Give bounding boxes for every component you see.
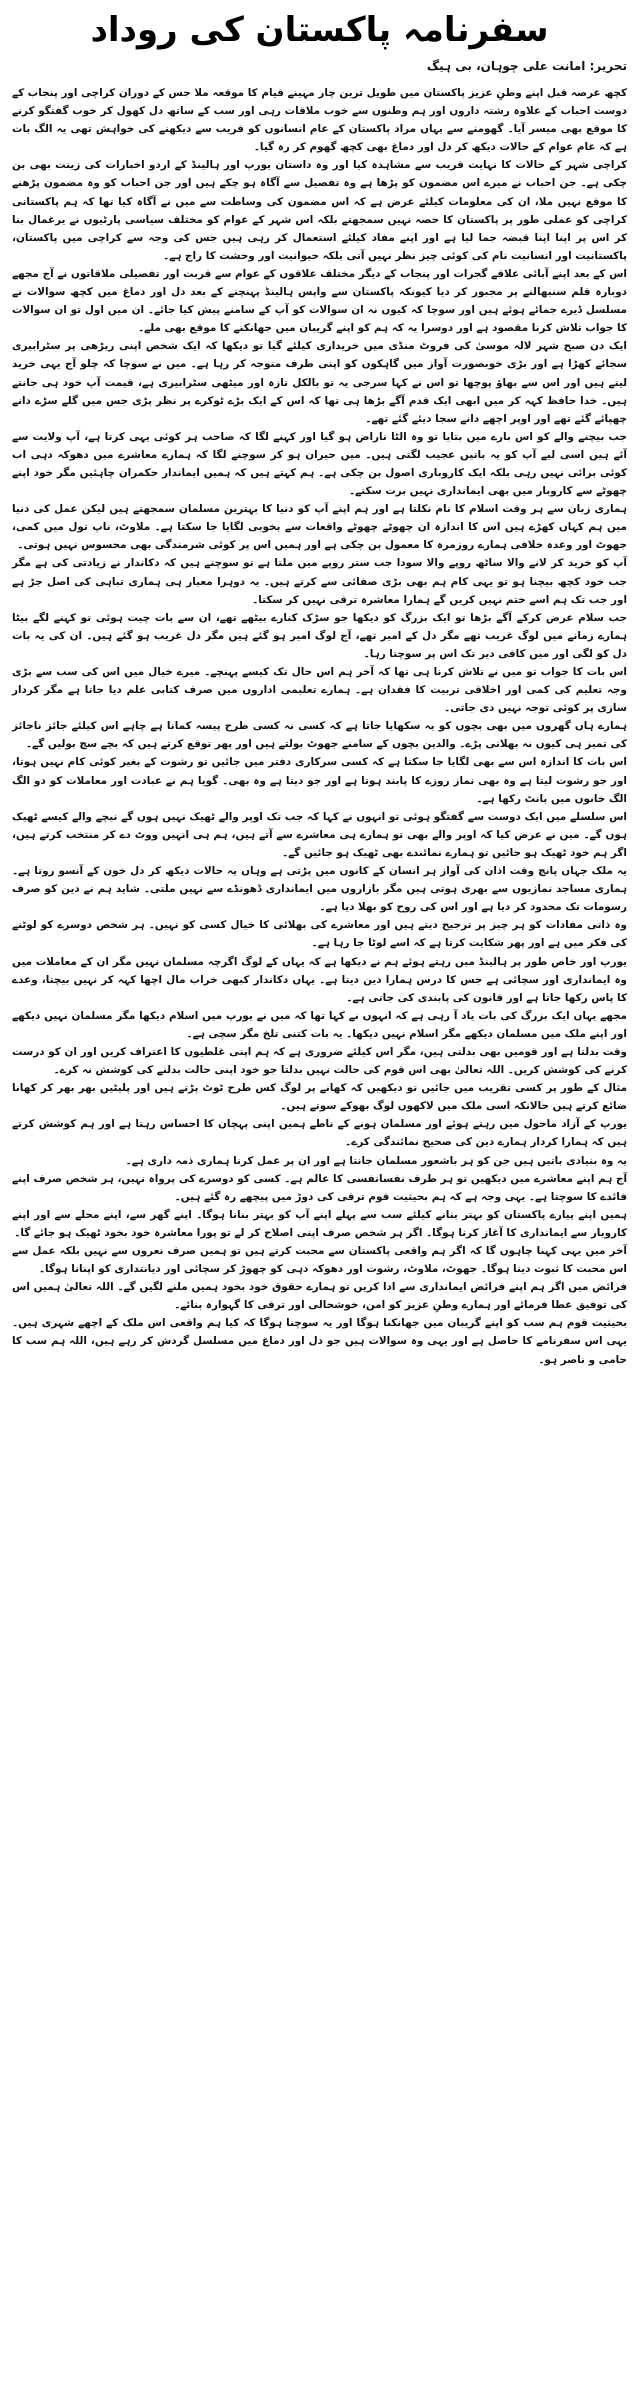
article-paragraph: کچھ عرصہ قبل اپنے وطنِ عزیز پاکستان میں طویل ترین چار مہینے قیام کا موقعہ ملا جس کے دوران کراچی اور پنجاب کے دوست احباب کے علاوہ رشتہ داروں اور ہم وطنوں سے خوب ملاقات رہی اور سب کے ساتھ دل کھول کر خوب گفتگو کرنے کا موقع بھی میسر آیا۔ گھومنے سے یہاں مراد پاکستان کے عام انسانوں کو قریب سے دیکھنے کی خواہش تھی یہ الگ بات ہے کہ عام عوام کے حالات دیکھ کر دل اور دماغ بھی کچھ گھوم کر رہ گیا۔: [12, 87, 627, 154]
article-paragraph: یہ وہ بنیادی باتیں ہیں جن کو ہر باشعور مسلمان جانتا ہے اور ان پر عمل کرنا ہماری ذمہ داری ہے۔: [125, 1154, 627, 1167]
article-body: [12, 84, 627, 1369]
article-paragraph: بحیثیت قوم ہم سب کو اپنے گریبان میں جھانکنا ہوگا اور یہ سوچنا ہوگا کہ کیا ہم واقعی اس ملک کے اچھے شہری ہیں۔ یہی اس سفرنامے کا حاصل ہے اور یہی وہ سوالات ہیں جو دل اور دماغ میں مسلسل گردش کر رہے ہیں، اللہ ہم سب کا حامی و ناصر ہو۔: [12, 1317, 627, 1366]
article-paragraph: اس کے بعد اپنے آبائی علاقے گجرات اور پنجاب کے دیگر مختلف علاقوں کے عوام سے قربت اور تفصیلی ملاقاتوں نے آج مجھے دوبارہ قلم سنبھالنے پر مجبور کر دیا کیونکہ پاکستان سے واپس ہالینڈ پہنچنے کے بعد دل اور دماغ میں کچھ سوالات نے مسلسل ڈیرے جمائے ہوئے ہیں اور سوچا کہ کیوں نہ ان سوالات کو آپ کے سامنے پیش کیا جائے۔ ان میں اول تو ان سوالات کا جواب تلاش کرنا مقصود ہے اور دوسرا یہ کہ ہم کو اپنے گریبان میں جھانکنے کا موقع بھی ملے۔: [12, 267, 627, 335]
article-paragraph: ہماری زبان سے ہر وقت اسلام کا نام نکلتا ہے اور ہم اپنے آپ کو دنیا کا بہترین مسلمان سمجھتے ہیں لیکن عمل کی دنیا میں ہم کہاں کھڑے ہیں اس کا اندازہ ان چھوٹے چھوٹے واقعات سے بخوبی لگایا جا سکتا ہے۔ ملاوٹ، ناپ تول میں کمی، جھوٹ اور وعدہ خلافی ہمارے روزمرہ کا معمول بن چکی ہے اور ہمیں اس پر کوئی شرمندگی بھی محسوس نہیں ہوتی۔: [12, 503, 627, 552]
article-paragraph: یورپ اور خاص طور پر ہالینڈ میں رہتے ہوئے ہم نے دیکھا ہے کہ یہاں کے لوگ اگرچہ مسلمان نہیں مگر ان کے معاملات میں وہ ایمانداری اور سچائی ہے جس کا درس ہمارا دین دیتا ہے۔ یہاں دکاندار کبھی خراب مال اچھا کہہ کر نہیں بیچتا، وعدے کا پاس رکھا جاتا ہے اور قانون کی پابندی کی جاتی ہے۔: [12, 955, 627, 1004]
article-paragraph: آپ کو خرید کر لانے والا ساٹھ روپے والا سودا جب ستر روپے میں ملتا ہے تو سوچتے ہیں کہ دکاندار نے زیادتی کی ہے مگر جب خود کچھ بیچنا ہو تو یہی کام ہم بھی بڑی صفائی سے کرتے ہیں۔ یہ دوہرا معیار ہی ہماری تباہی کی اصل جڑ ہے اور جب تک ہم اسے ختم نہیں کریں گے ہمارا معاشرہ ترقی نہیں کر سکتا۔: [12, 557, 627, 606]
article-paragraph: ہمارے ہاں گھروں میں بھی بچوں کو یہ سکھایا جاتا ہے کہ کسی نہ کسی طرح پیسہ کمانا ہے چاہے اس کیلئے جائز ناجائز کی تمیز ہی کیوں نہ بھلانی پڑے۔ والدین بچوں کے سامنے جھوٹ بولتے ہیں اور پھر توقع کرتے ہیں کہ بچے سچ بولیں گے۔: [12, 720, 627, 751]
article-paragraph: اس بات کا اندازہ اس سے بھی لگایا جا سکتا ہے کہ کسی سرکاری دفتر میں جائیں تو رشوت کے بغیر کوئی کام نہیں ہوتا، اور جو رشوت لیتا ہے وہ بھی نماز روزے کا پابند ہوتا ہے اور جو دیتا ہے وہ بھی۔ گویا ہم نے عبادت اور معاملات کو دو الگ الگ خانوں میں بانٹ رکھا ہے۔: [12, 756, 627, 805]
article-paragraph: کراچی شہر کے حالات کا نہایت قریب سے مشاہدہ کیا اور وہ داستان یورپ اور ہالینڈ کے اردو اخبارات کی زینت بھی بن چکی ہے۔ جن احباب نے میرے اس مضمون کو پڑھا ہے وہ تفصیل سے آگاہ ہو چکے ہیں اور جن احباب کو وہ مضمون پڑھنے کا موقع نہیں ملا، ان کی معلومات کیلئے عرض ہے کہ اس مضمون کی وساطت سے میں نے آگاہ کیا تھا کہ ہم پاکستانی کراچی کو عملی طور پر پاکستان کا حصہ نہیں سمجھتے بلکہ اس شہر کے عوام کو مختلف سیاسی پارٹیوں نے یرغمال بنا کر اس پر اپنا اپنا قبضہ جما لیا ہے اور اپنے مفاد کیلئے استعمال کر رہی ہیں جس کی وجہ سے کراچی میں پاکستان، پاکستانیت اور انسانیت نام کی کوئی چیز نظر نہیں آتی بلکہ حیوانیت اور وحشت کا راج ہے۔: [12, 159, 627, 262]
article-paragraph: آخر میں یہی کہنا چاہوں گا کہ اگر ہم واقعی پاکستان سے محبت کرتے ہیں تو ہمیں صرف نعروں سے نہیں بلکہ عمل سے اس محبت کا ثبوت دینا ہوگا۔ جھوٹ، ملاوٹ، رشوت اور دھوکہ دہی کو چھوڑ کر سچائی اور دیانتداری کو اپنانا ہوگا۔: [12, 1245, 627, 1276]
article-paragraph: وہ ذاتی مفادات کو ہر چیز پر ترجیح دیتے ہیں اور معاشرے کی بھلائی کا خیال کسی کو نہیں۔ ہر شخص دوسرے کو لوٹنے کی فکر میں ہے اور پھر شکایت کرتا ہے کہ اسے لوٹا جا رہا ہے۔: [12, 919, 627, 950]
article-paragraph: ہمیں اپنے پیارے پاکستان کو بہتر بنانے کیلئے سب سے پہلے اپنے آپ کو بہتر بنانا ہوگا۔ اپنے گھر سے، اپنے محلے سے اور اپنے کاروبار سے ایمانداری کا آغاز کرنا ہوگا۔ اگر ہر شخص صرف اپنی اصلاح کر لے تو پورا معاشرہ خود بخود ٹھیک ہو جائے گا۔: [12, 1208, 627, 1239]
article-paragraph: ایک دن صبح شہر لالہ موسیٰ کی فروٹ منڈی میں خریداری کیلئے گیا تو دیکھا کہ ایک شخص اپنی ریڑھی پر سٹرابیری سجائے کھڑا ہے اور بڑی خوبصورت آواز میں گاہکوں کو اپنی طرف متوجہ کر رہا ہے۔ میں نے سوچا کہ چلو آج یہی خرید لیتے ہیں اور اس سے بھاؤ پوچھا تو اس نے کہا سرجی یہ تو بالکل تازہ اور میٹھی سٹرابیری ہے، قیمت آپ خود ہی جانتے ہیں۔ خدا حافظ کہہ کر میں ابھی ایک قدم آگے بڑھا ہی تھا کہ اس کے ایک بڑے ٹوکرے پر نظر پڑی جس میں گلے سڑے دانے چھپائے گئے تھے اور اوپر اچھے دانے سجا دیئے گئے تھے۔: [12, 340, 627, 425]
article-paragraph: اس بات کا جواب تو میں نے تلاش کرنا ہی تھا کہ آخر ہم اس حال تک کیسے پہنچے۔ میرے خیال میں اس کی سب سے بڑی وجہ تعلیم کی کمی اور اخلاقی تربیت کا فقدان ہے۔ ہمارے تعلیمی اداروں میں صرف کتابی علم دیا جاتا ہے مگر کردار سازی پر کوئی توجہ نہیں دی جاتی۔: [12, 666, 627, 715]
article-paragraph: آج ہم اپنے معاشرے میں دیکھیں تو ہر طرف نفسانفسی کا عالم ہے۔ کسی کو دوسرے کی پرواہ نہیں، ہر شخص صرف اپنے فائدے کا سوچتا ہے۔ یہی وجہ ہے کہ ہم بحیثیت قوم ترقی کی دوڑ میں پیچھے رہ گئے ہیں۔: [12, 1172, 627, 1203]
article-paragraph: اس سلسلے میں ایک دوست سے گفتگو ہوئی تو انہوں نے کہا کہ جب تک اوپر والے ٹھیک نہیں ہوں گے نیچے والے کیسے ٹھیک ہوں گے۔ میں نے عرض کیا کہ اوپر والے بھی تو ہمارے ہی معاشرے سے آتے ہیں، ہم ہی انہیں ووٹ دے کر منتخب کرتے ہیں، اگر ہم خود ٹھیک ہو جائیں تو ہمارے نمائندے بھی ٹھیک ہو جائیں گے۔: [12, 810, 627, 859]
article-paragraph: جب سلام عرض کرکے آگے بڑھا تو ایک بزرگ کو دیکھا جو سڑک کنارے بیٹھے تھے، ان سے بات چیت ہوئی تو کہنے لگے بیٹا ہمارے زمانے میں لوگ غریب تھے مگر دل کے امیر تھے، آج لوگ امیر ہو گئے ہیں مگر دل غریب ہو گئے ہیں۔ ان کی یہ بات دل کو لگی اور میں کافی دیر تک اس پر سوچتا رہا۔: [12, 611, 627, 660]
article-paragraph: جب بیچنے والے کو اس بارے میں بتایا تو وہ الٹا ناراض ہو گیا اور کہنے لگا کہ صاحب ہر کوئی یہی کرتا ہے، آپ ولایت سے آئے ہیں اسی لیے آپ کو یہ باتیں عجیب لگتی ہیں۔ میں حیران ہو کر سوچنے لگا کہ ہمارے معاشرے میں دھوکہ دہی اب کوئی برائی نہیں رہی بلکہ ایک کاروباری اصول بن چکی ہے۔ ہم کہتے ہیں کہ ہمیں ایماندار حکمران چاہئیں مگر خود اپنے چھوٹے سے کاروبار میں بھی ایمانداری نہیں برت سکتے۔: [12, 430, 627, 498]
author-byline: تحریر: امانت علی چوہان، بی ہیگ: [426, 59, 627, 73]
article-paragraph: یورپ کے آزاد ماحول میں رہتے ہوئے اور مسلمان ہونے کے ناطے ہمیں اپنی پہچان کا احساس رہتا ہے اور ہم کوشش کرتے ہیں کہ ہمارا کردار ہمارے دین کی صحیح نمائندگی کرے۔: [12, 1118, 627, 1149]
article-paragraph: مجھے یہاں ایک بزرگ کی بات یاد آ رہی ہے کہ انہوں نے کہا تھا کہ میں نے یورپ میں اسلام دیکھا مگر مسلمان نہیں دیکھے اور اپنے ملک میں مسلمان دیکھے مگر اسلام نہیں دیکھا۔ یہ بات کتنی تلخ مگر سچی ہے۔: [12, 1009, 627, 1040]
article-title: سفرنامہ پاکستان کی روداد: [90, 10, 549, 50]
article-paragraph: وقت بدلتا ہے اور قومیں بھی بدلتی ہیں، مگر اس کیلئے ضروری ہے کہ ہم اپنی غلطیوں کا اعتراف کریں اور ان کو درست کرنے کی کوشش کریں۔ اللہ تعالیٰ بھی اس قوم کی حالت نہیں بدلتا جو خود اپنی حالت بدلنے کی کوشش نہ کرے۔: [12, 1045, 627, 1077]
article-paragraph: یہ ملک جہاں پانچ وقت اذان کی آواز ہر انسان کے کانوں میں پڑتی ہے وہاں یہ حالات دیکھ کر دل خون کے آنسو روتا ہے۔ ہماری مساجد نمازیوں سے بھری ہوتی ہیں مگر بازاروں میں ایمانداری ڈھونڈے سے نہیں ملتی۔ شاید ہم نے دین کو صرف رسومات تک محدود کر دیا ہے اور اس کی روح کو بھلا دیا ہے۔: [12, 865, 627, 914]
article-paragraph: فرائض میں اگر ہم اپنے فرائض ایمانداری سے ادا کریں تو ہمارے حقوق خود بخود ہمیں ملنے لگیں گے۔ اللہ تعالیٰ ہمیں اس کی توفیق عطا فرمائے اور ہمارے وطنِ عزیز کو امن، خوشحالی اور ترقی کا گہوارہ بنائے۔: [12, 1281, 627, 1312]
article-paragraph: مثال کے طور پر کسی تقریب میں جائیں تو دیکھیں کہ کھانے پر لوگ کس طرح ٹوٹ پڑتے ہیں اور پلیٹیں بھر بھر کر کھانا ضائع کرتے ہیں حالانکہ اسی ملک میں لاکھوں لوگ بھوکے سوتے ہیں۔: [12, 1082, 627, 1113]
